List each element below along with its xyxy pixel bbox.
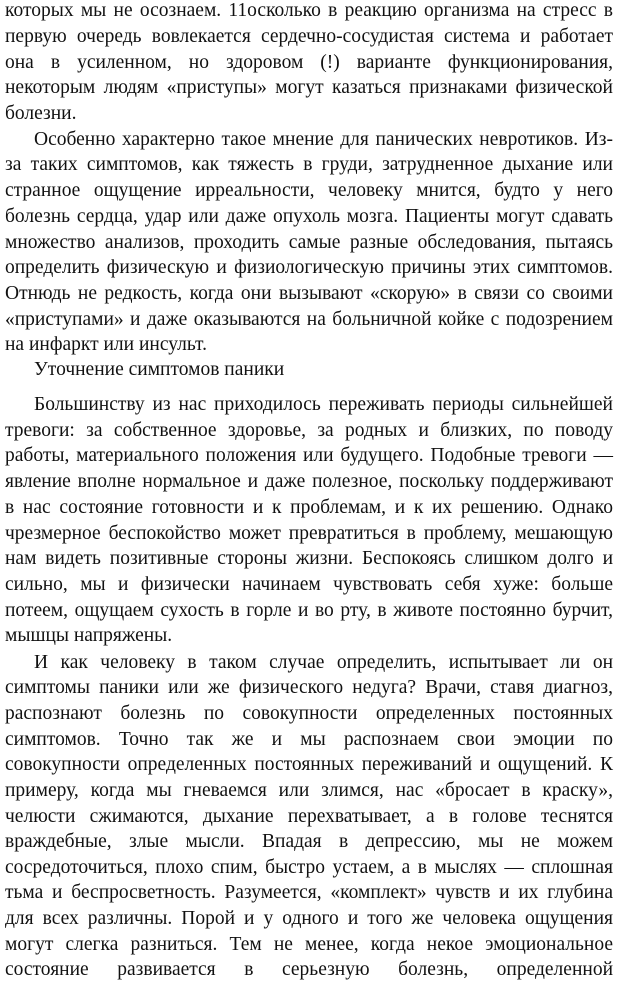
text-line: на инфаркт или инсульт. bbox=[5, 334, 207, 355]
text-line: могут слегка разниться. Тем не менее, когда некое эмоциональное bbox=[5, 934, 613, 955]
text-line: болезнь сердца, удар или даже опухоль мозга. Пациенты могут сдавать bbox=[5, 206, 613, 227]
text-line: определить физическую и физиологическую причины этих симптомов. bbox=[5, 257, 613, 278]
text-line: симптомов. Точно так же и мы распознаем свои эмоции по bbox=[5, 729, 613, 750]
text-line: распознают болезнь по совокупности определенных постоянных bbox=[5, 703, 613, 724]
text-line: множество анализов, проходить самые разные обследования, пытаясь bbox=[5, 232, 613, 253]
text-line: состояние развивается в серьезную болезнь, определенной bbox=[5, 959, 613, 980]
text-line: для всех различны. Порой и у одного и того же человека ощущения bbox=[5, 908, 613, 929]
text-line: И как человеку в таком случае определить, испытывает ли он bbox=[34, 652, 613, 673]
text-line: чрезмерное беспокойство может превратиться в проблему, мешающую bbox=[5, 523, 613, 544]
text-line: которых мы не осознаем. 11осколько в реакцию организма на стресс в bbox=[5, 0, 613, 21]
text-line: странное ощущение ирреальности, человеку мнится, будто у него bbox=[5, 180, 613, 201]
text-line: первую очередь вовлекается сердечно-сосудистая система и работает bbox=[5, 26, 613, 47]
text-line: сосредоточиться, плохо спим, быстро устаем, а в мыслях — сплошная bbox=[5, 857, 613, 878]
text-line: сильно, мы и физически начинаем чувствовать себя хуже: больше bbox=[5, 574, 613, 595]
text-line: Большинству из нас приходилось переживать периоды сильнейшей bbox=[34, 394, 613, 415]
text-line: за таких симптомов, как тяжесть в груди, затрудненное дыхание или bbox=[5, 154, 613, 175]
text-line: потеем, ощущаем сухость в горле и во рту, в животе постоянно бурчит, bbox=[5, 600, 613, 621]
text-line: работы, материального положения или будущего. Подобные тревоги — bbox=[5, 445, 613, 466]
text-line: некоторым людям «приступы» могут казаться признаками физической bbox=[5, 77, 613, 98]
text-line: враждебные, злые мысли. Впадая в депрессию, мы не можем bbox=[5, 831, 613, 852]
text-line: явление вполне нормальное и даже полезное, поскольку поддерживают bbox=[5, 471, 613, 492]
text-line: «приступами» и даже оказываются на больничной койке с подозрением bbox=[5, 309, 613, 330]
text-line: она в усиленном, но здоровом (!) варианте функционирования, bbox=[5, 52, 613, 73]
text-line: Отнюдь не редкость, когда они вызывают «скорую» в связи со своими bbox=[5, 283, 613, 304]
text-line: симптомы паники или же физического недуга? Врачи, ставя диагноз, bbox=[5, 677, 613, 698]
text-line: болезни. bbox=[5, 103, 77, 124]
text-line: совокупности определенных постоянных переживаний и ощущений. К bbox=[5, 754, 613, 775]
text-line: тревоги: за собственное здоровье, за родных и близких, по поводу bbox=[5, 420, 613, 441]
text-line: примеру, когда мы гневаемся или злимся, нас «бросает в краску», bbox=[5, 780, 613, 801]
text-line: Особенно характерно такое мнение для панических невротиков. Из- bbox=[34, 129, 613, 150]
text-line: нам видеть позитивные стороны жизни. Беспокоясь слишком долго и bbox=[5, 548, 613, 569]
text-line: в нас состояние готовности и к проблемам, и к их решению. Однако bbox=[5, 497, 613, 518]
text-line: челюсти сжимаются, дыхание перехватывает, а в голове теснятся bbox=[5, 806, 613, 827]
section-heading: Уточнение симптомов паники bbox=[34, 359, 285, 380]
text-line: тьма и беспросветность. Разумеется, «комплект» чувств и их глубина bbox=[5, 882, 613, 903]
text-line: мышцы напряжены. bbox=[5, 625, 173, 646]
